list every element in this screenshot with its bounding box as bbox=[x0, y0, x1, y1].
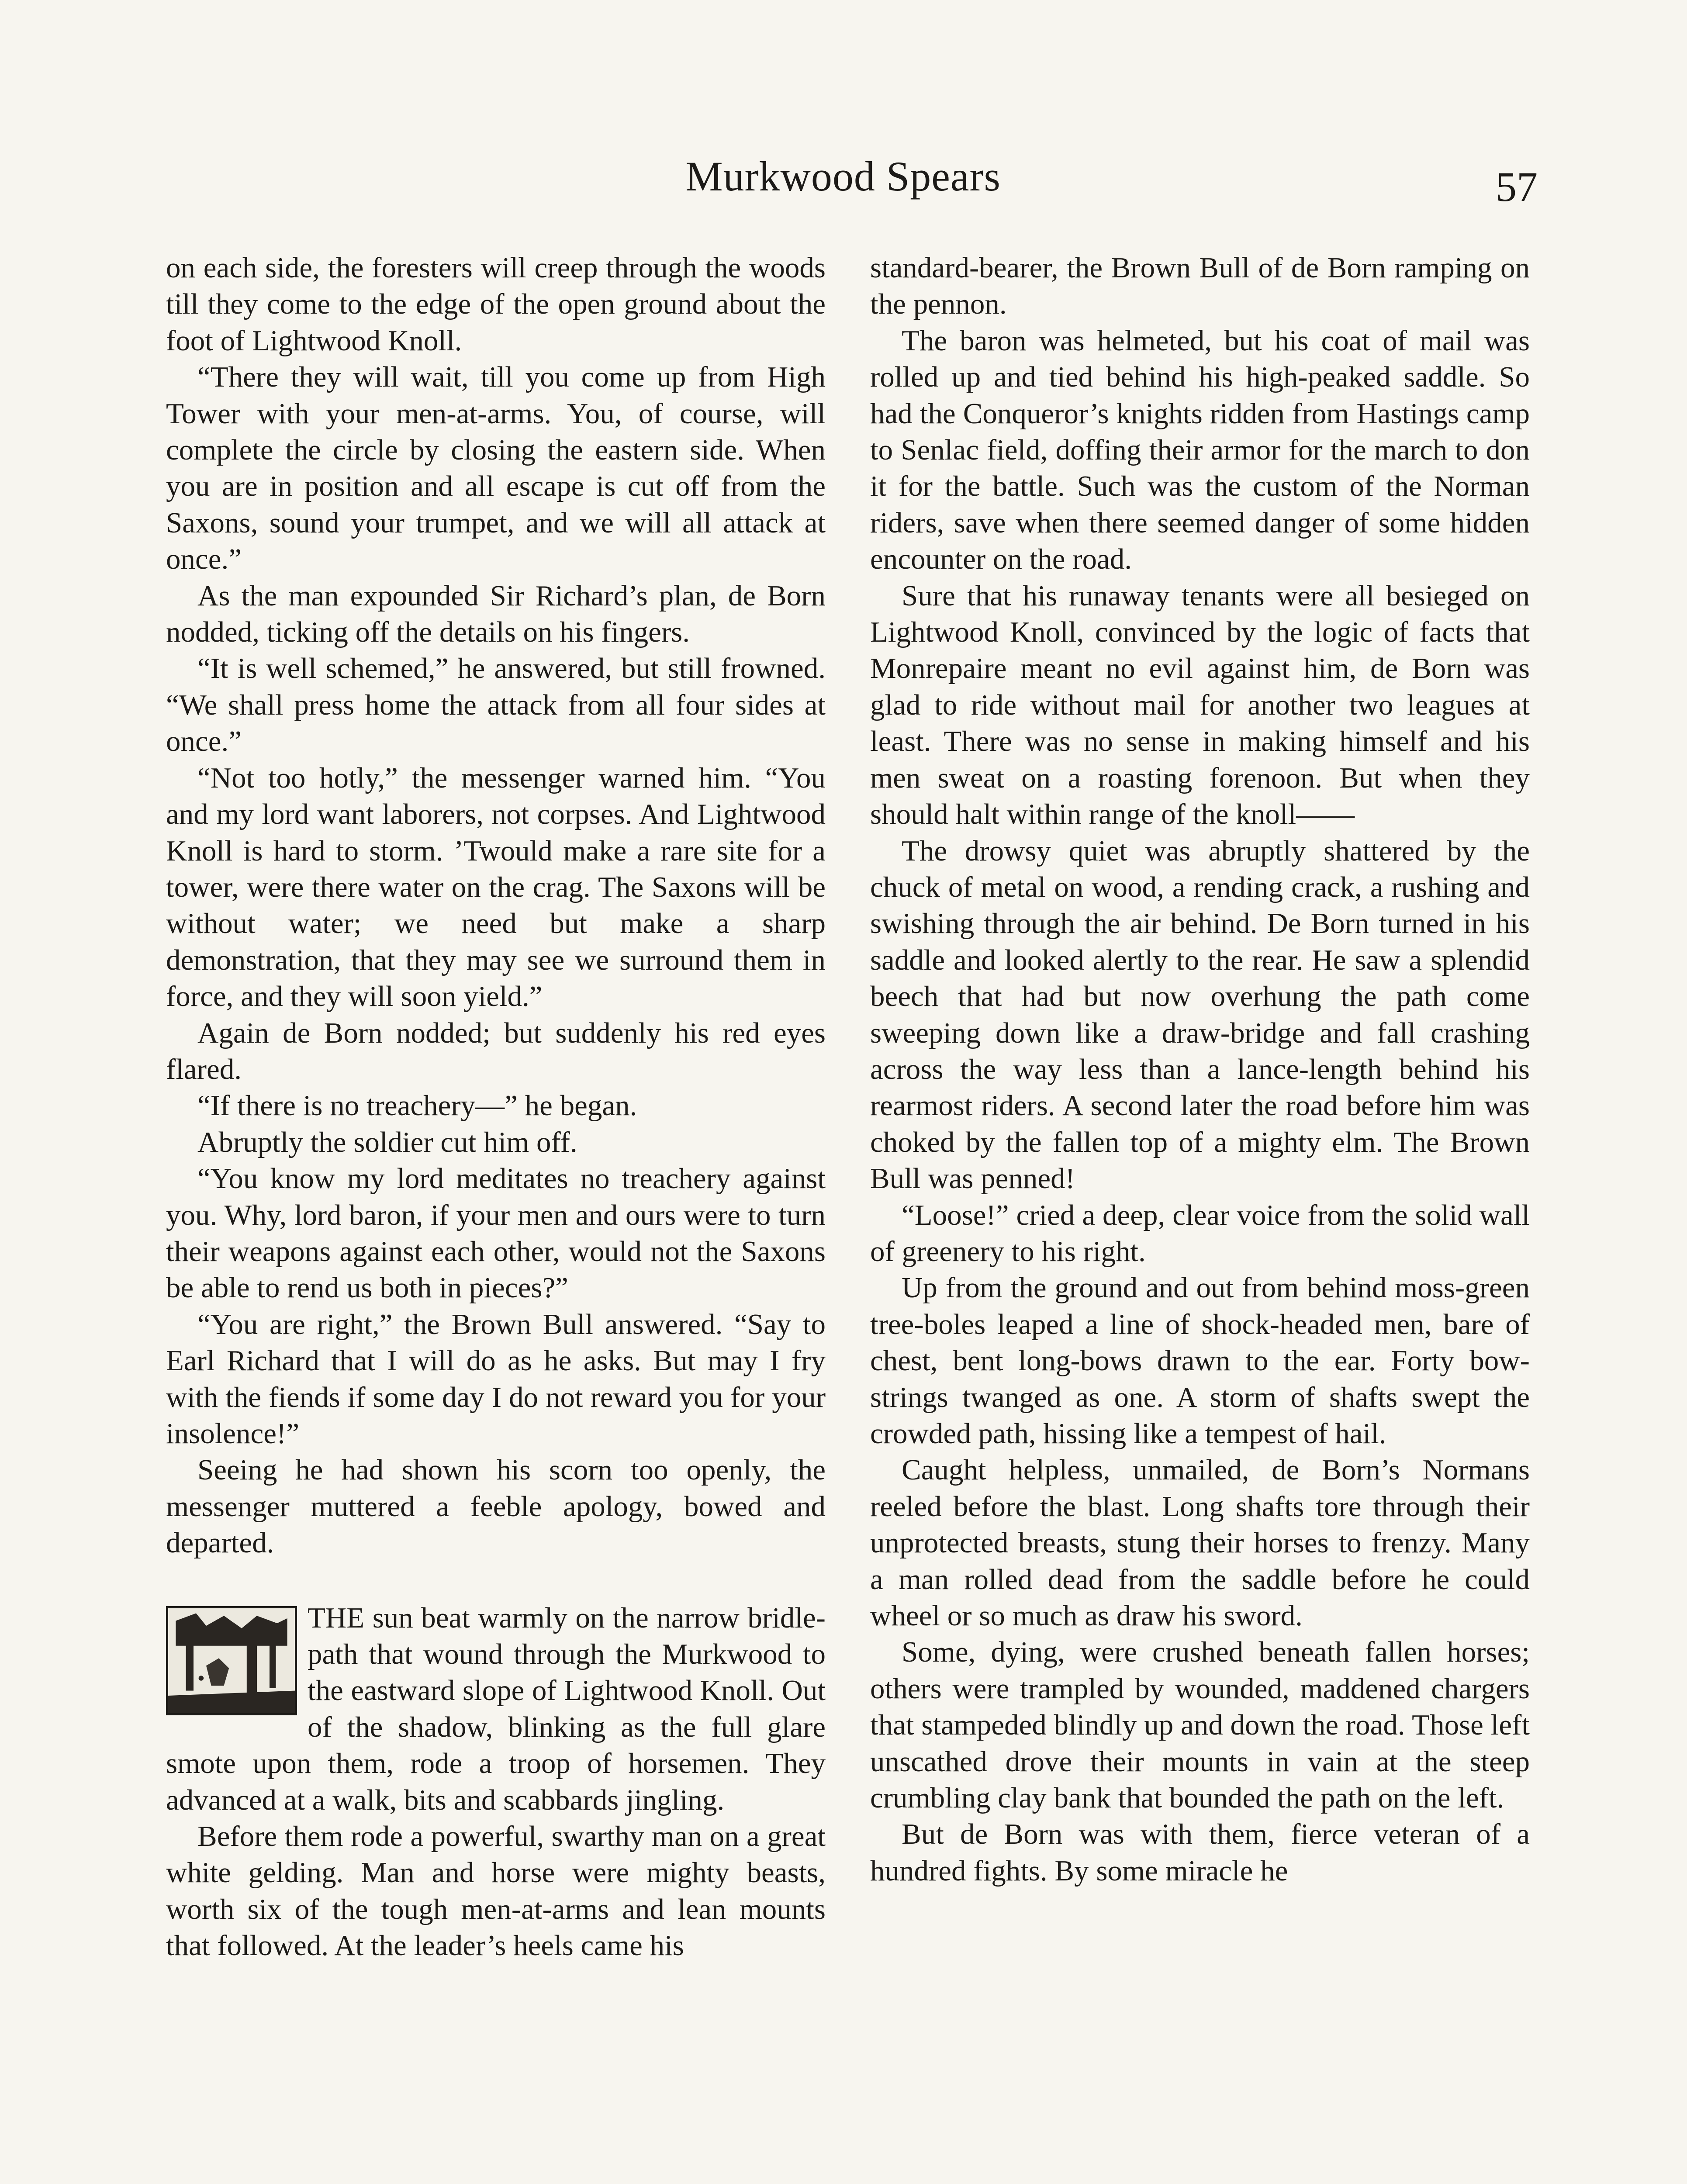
paragraph: The baron was helmeted, but his coat of mail was rolled up and tied behind his high-peaked saddle. So had the Conqueror’s knights ridden from Hastings camp to Senlac field, doffing their armor for the march to don it for the battle. Such was the custom of the Norman riders, save when there seemed danger of some hidden encounter on the road. bbox=[870, 324, 1530, 576]
section-opening-paragraph bbox=[166, 1600, 826, 1818]
woodcut-illustration-icon bbox=[166, 1606, 297, 1715]
paragraph: Before them rode a powerful, swarthy man on a great white gelding. Man and horse were mighty beasts, worth six of the tough men-at-arms and lean mounts that followed. At the leader’s heels came his bbox=[166, 1820, 826, 1962]
left-column bbox=[166, 250, 826, 1964]
paragraph: THE sun beat warmly on the narrow bridle-path that wound through the Murkwood to the eastward slope of Lightwood Knoll. Out of the shadow, blinking as the full glare smote upon them, rode a troop of horsemen. They advanced at a walk, bits and scabbards jingling. bbox=[166, 1601, 826, 1816]
paragraph: Some, dying, were crushed beneath fallen horses; others were trampled by wounded, maddened chargers that stampeded blindly up and down the road. Those left unscathed drove their mounts in vain at the steep crumbling clay bank that bounded the path on the left. bbox=[870, 1636, 1530, 1814]
paragraph: Sure that his runaway tenants were all besieged on Lightwood Knoll, convinced by the logic of facts that Monrepaire meant no evil against him, de Born was glad to ride without mail for another two leagues at least. There was no sense in making himself and his men sweat on a roasting forenoon. But when they should halt within range of the knoll—— bbox=[870, 579, 1530, 831]
section-break bbox=[166, 1562, 826, 1600]
paragraph: “You are right,” the Brown Bull answered. “Say to Earl Richard that I will do as he asks. But may I fry with the fiends if some day I do not reward you for your insolence!” bbox=[166, 1308, 826, 1450]
paragraph: “It is well schemed,” he answered, but still frowned. “We shall press home the attack from all four sides at once.” bbox=[166, 652, 826, 758]
paragraph: Up from the ground and out from behind moss-green tree-boles leaped a line of shock-headed men, bare of chest, bent long-bows drawn to the ear. Forty bow-strings twanged as one. A storm of shafts swept the crowded path, hissing like a tempest of hail. bbox=[870, 1272, 1530, 1450]
paragraph: “If there is no treachery—” he began. bbox=[197, 1089, 637, 1122]
right-column bbox=[870, 250, 1530, 1889]
paragraph: “Loose!” cried a deep, clear voice from the solid wall of greenery to his right. bbox=[870, 1199, 1530, 1268]
running-header-title: Murkwood Spears bbox=[685, 153, 1001, 200]
paragraph: on each side, the foresters will creep through the woods till they come to the edge of the open ground about the foot of Lightwood Knoll. bbox=[166, 252, 826, 357]
paragraph: But de Born was with them, fierce veteran of a hundred fights. By some miracle he bbox=[870, 1818, 1530, 1887]
paragraph: Again de Born nodded; but suddenly his red eyes flared. bbox=[166, 1016, 826, 1085]
paragraph: Caught helpless, unmailed, de Born’s Normans reeled before the blast. Long shafts tore through their unprotected breasts, stung their horses to frenzy. Many a man rolled dead from the saddle before he could wheel or so much as draw his sword. bbox=[870, 1454, 1530, 1632]
paragraph: “You know my lord meditates no treachery against you. Why, lord baron, if your men and ours were to turn their weapons against each other, would not the Saxons be able to rend us both in pieces?” bbox=[166, 1162, 826, 1304]
paragraph: standard-bearer, the Brown Bull of de Born ramping on the pennon. bbox=[870, 252, 1530, 321]
paragraph: As the man expounded Sir Richard’s plan, de Born nodded, ticking off the details on his fingers. bbox=[166, 579, 826, 649]
paragraph: Seeing he had shown his scorn too openly, the messenger muttered a feeble apology, bowed and departed. bbox=[166, 1454, 826, 1559]
paragraph: The drowsy quiet was abruptly shattered by the chuck of metal on wood, a rending crack, a rushing and swishing through the air behind. De Born turned in his saddle and looked alertly to the rear. He saw a splendid beech that had but now overhung the path come sweeping down like a draw-bridge and fall crashing across the way less than a lance-length behind his rearmost riders. A second later the road before him was choked by the fallen top of a mighty elm. The Brown Bull was penned! bbox=[870, 834, 1530, 1195]
paragraph: “Not too hotly,” the messenger warned him. “You and my lord want laborers, not corpses. And Lightwood Knoll is hard to storm. ’Twould make a rare site for a tower, were there water on the crag. The Saxons will be without water; we need but make a sharp demonstration, that they may see we surround them in force, and they will soon yield.” bbox=[166, 761, 826, 1013]
paragraph: “There they will wait, till you come up from High Tower with your men-at-arms. You, of course, will complete the circle by closing the eastern side. When you are in position and all escape is cut off from the Saxons, sound your trumpet, and we will all attack at once.” bbox=[166, 361, 826, 576]
page-number: 57 bbox=[1496, 163, 1538, 210]
paragraph: Abruptly the soldier cut him off. bbox=[197, 1126, 577, 1158]
